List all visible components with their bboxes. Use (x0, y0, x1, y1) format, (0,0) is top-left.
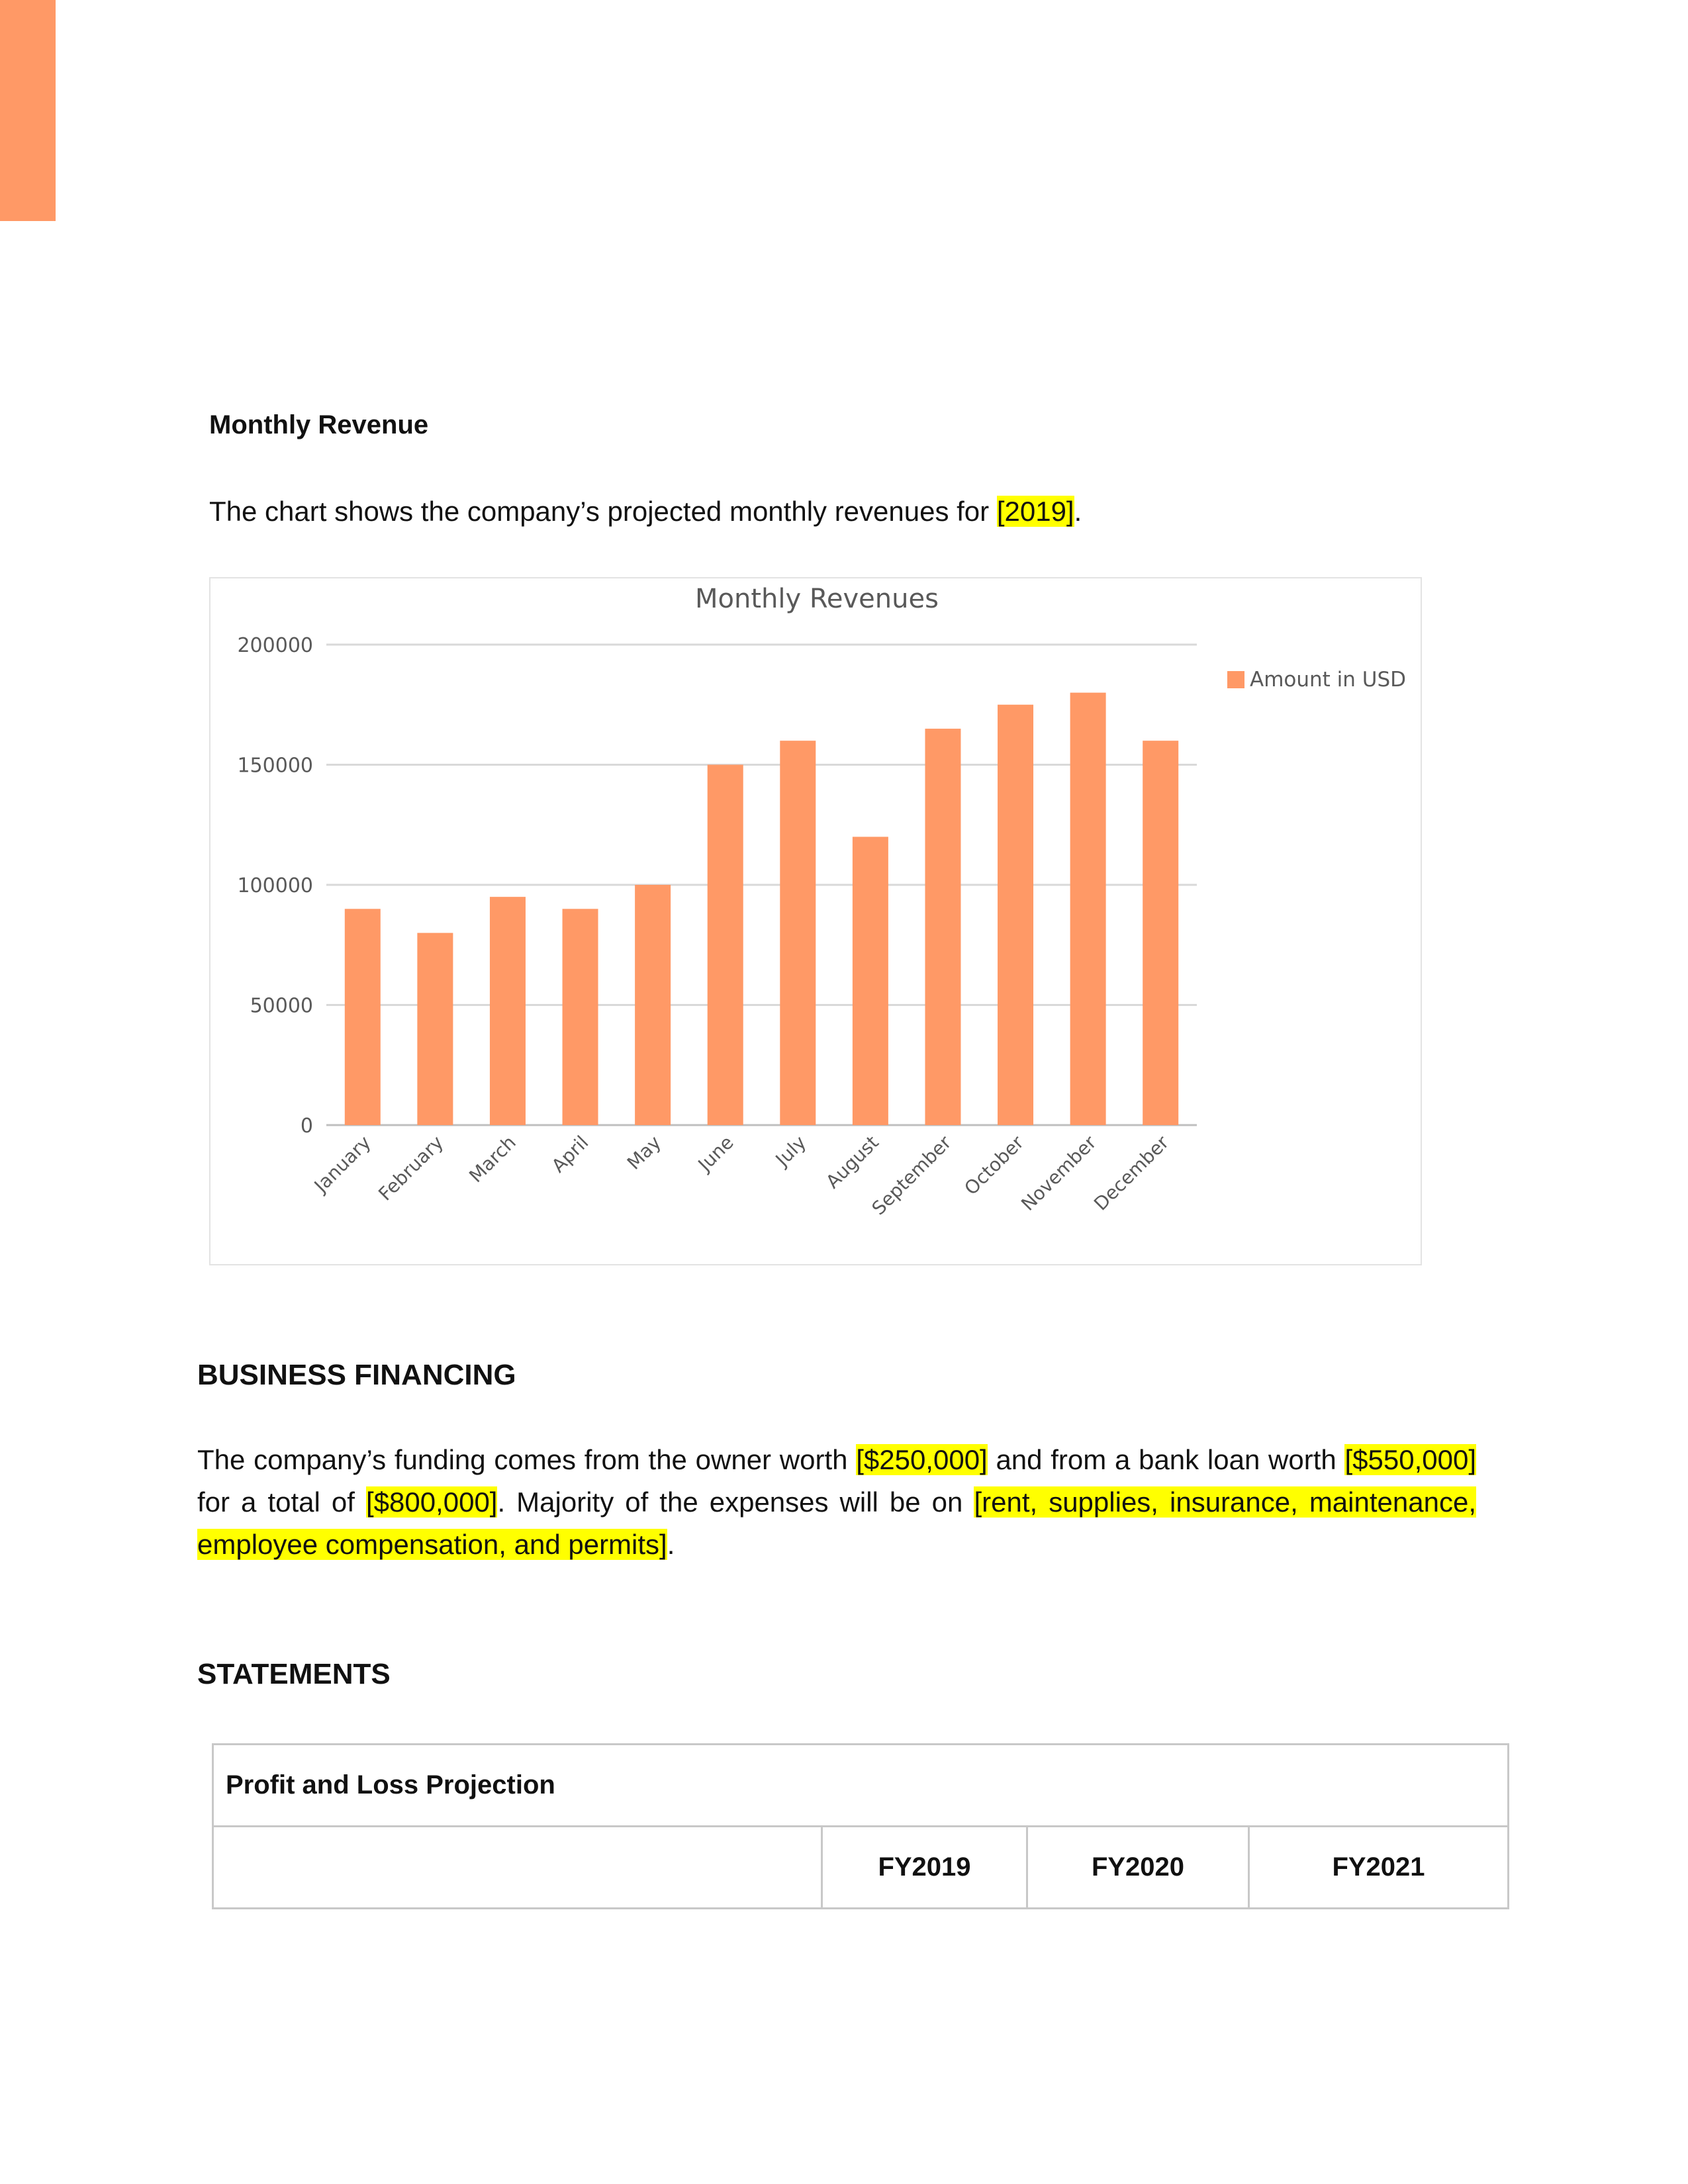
x-tick-label: October (960, 1131, 1028, 1200)
bar (1070, 693, 1106, 1125)
x-tick-label: July (771, 1131, 811, 1171)
bar (563, 909, 598, 1125)
x-tick-label: April (547, 1131, 593, 1177)
legend-label: Amount in USD (1250, 668, 1407, 692)
intro-text: The chart shows the company’s projected monthly revenues for (209, 496, 997, 527)
intro-year-highlight: [2019] (996, 496, 1074, 527)
x-tick-label: August (821, 1131, 883, 1193)
bar (708, 765, 743, 1126)
bar (635, 885, 671, 1125)
financing-text-4: . Majority of the expenses will be on (497, 1486, 974, 1518)
profit-loss-table (212, 1743, 1509, 1909)
y-tick-label: 150000 (237, 754, 313, 778)
x-tick-label: November (1017, 1131, 1101, 1215)
financing-text-3: for a total of (197, 1486, 366, 1518)
y-tick-label: 50000 (250, 994, 313, 1018)
y-tick-label: 200000 (237, 634, 313, 657)
financing-text-2: and from a bank loan worth (987, 1444, 1345, 1475)
x-tick-label: September (867, 1131, 956, 1220)
profit-loss-title: Profit and Loss Projection (213, 1745, 1509, 1827)
x-tick-label: February (374, 1131, 448, 1205)
monthly-revenue-heading: Monthly Revenue (209, 410, 429, 439)
accent-bar (0, 0, 56, 221)
bar (780, 741, 816, 1125)
header-cell-fy2021: FY2021 (1249, 1827, 1509, 1909)
bar (417, 933, 453, 1125)
bar (490, 897, 526, 1125)
chart-title: Monthly Revenues (695, 584, 939, 614)
bar (345, 909, 381, 1125)
monthly-revenue-intro (209, 490, 1467, 533)
legend-swatch (1227, 671, 1244, 688)
chart-svg (211, 578, 1423, 1267)
x-tick-label: December (1090, 1131, 1174, 1215)
bar (1143, 741, 1178, 1125)
table-header-row (213, 1827, 1509, 1909)
expenses-highlight: [rent, supplies, insurance, maintenance, employee compensation, and permits] (197, 1486, 1476, 1560)
header-cell-fy2020: FY2020 (1027, 1827, 1249, 1909)
x-tick-label: June (694, 1131, 738, 1176)
monthly-revenues-chart (209, 577, 1422, 1265)
intro-end: . (1074, 496, 1082, 527)
bar (925, 729, 961, 1125)
x-tick-label: May (622, 1131, 666, 1174)
financing-text-5: . (667, 1529, 675, 1560)
business-financing-heading: BUSINESS FINANCING (197, 1359, 516, 1391)
header-cell-empty (213, 1827, 822, 1909)
x-tick-label: March (465, 1131, 520, 1187)
owner-amount-highlight: [$250,000] (856, 1444, 988, 1475)
y-tick-label: 0 (300, 1115, 313, 1138)
statements-heading: STATEMENTS (197, 1658, 391, 1690)
bar (998, 705, 1033, 1125)
loan-amount-highlight: [$550,000] (1344, 1444, 1476, 1475)
x-tick-label: January (310, 1131, 375, 1197)
business-financing-paragraph (197, 1439, 1476, 1566)
table-title-row (213, 1745, 1509, 1827)
total-amount-highlight: [$800,000] (365, 1486, 498, 1518)
header-cell-fy2019: FY2019 (822, 1827, 1027, 1909)
financing-text-1: The company’s funding comes from the owner worth (197, 1444, 857, 1475)
bar (853, 837, 888, 1125)
y-tick-label: 100000 (237, 874, 313, 897)
